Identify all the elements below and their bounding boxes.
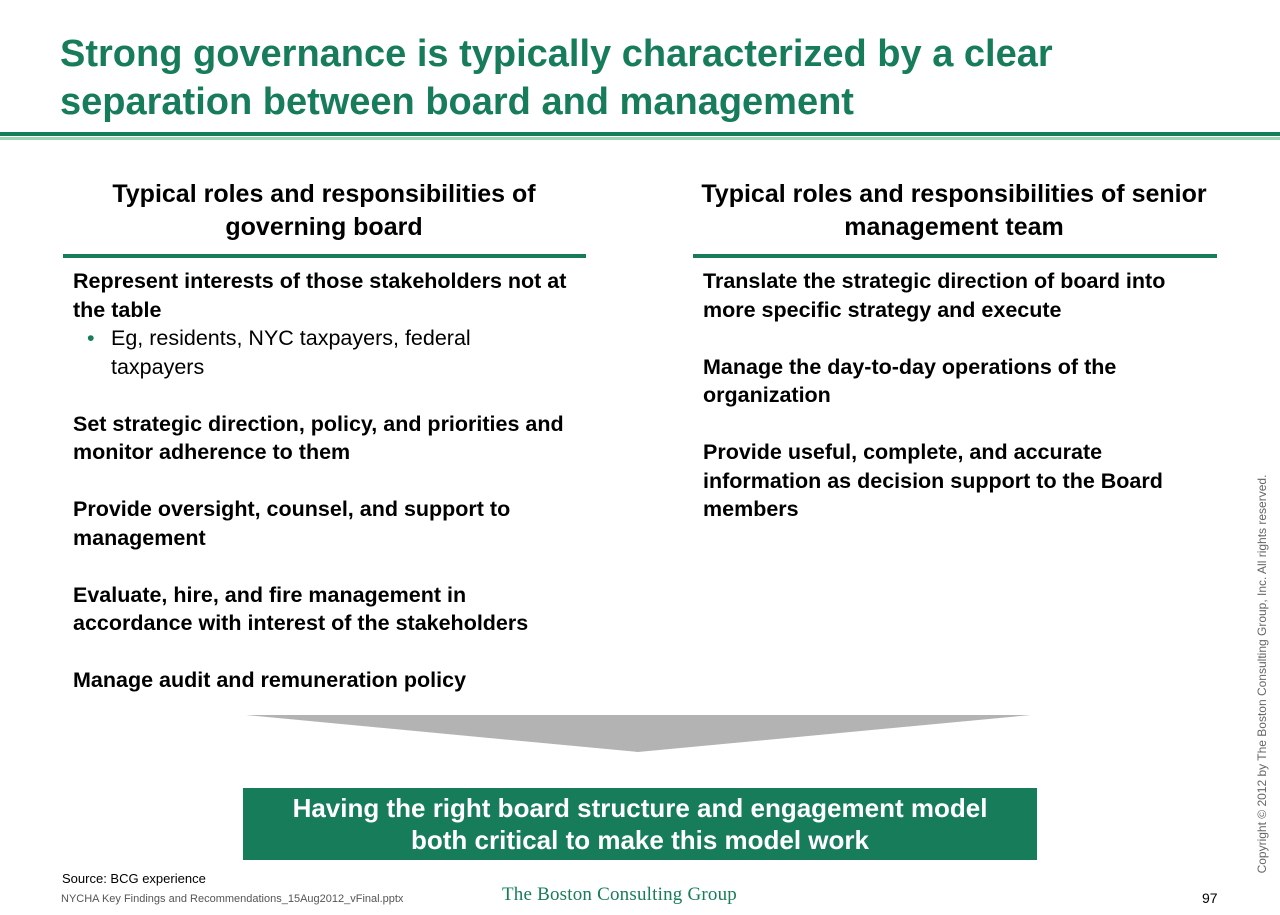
- slide-title: Strong governance is typically characterized by a clear separation between board and management: [60, 33, 1053, 123]
- management-item: Translate the strategic direction of board into more specific strategy and execute: [703, 269, 1166, 322]
- management-heading-divider: [693, 254, 1217, 258]
- board-column-heading: Typical roles and responsibilities of governing board: [112, 180, 536, 241]
- conclusion-line-1: Having the right board structure and engagement model: [292, 793, 988, 823]
- funnel-arrow: [246, 714, 1032, 754]
- board-item: [73, 267, 583, 381]
- page-number: 97: [1202, 890, 1218, 906]
- board-item: Evaluate, hire, and fire management in accordance with interest of the stakeholders: [73, 582, 529, 635]
- board-sub-bullet: [73, 324, 531, 381]
- board-responsibilities-list: [73, 267, 583, 695]
- management-responsibilities-list: [703, 267, 1183, 524]
- source-note: Source: BCG experience: [62, 871, 206, 886]
- copyright-notice: Copyright © 2012 by The Boston Consulting Group, Inc. All rights reserved.: [1255, 474, 1269, 874]
- management-item: Provide useful, complete, and accurate information as decision support to the Board members: [703, 440, 1163, 521]
- title-divider: [0, 132, 1280, 136]
- board-item-text: Represent interests of those stakeholders not at the table: [73, 269, 567, 322]
- bcg-logo: The Boston Consulting Group: [502, 884, 737, 905]
- conclusion-line-2: both critical to make this model work: [411, 825, 869, 855]
- conclusion-banner: [243, 788, 1037, 860]
- board-sub-bullet-text: Eg, residents, NYC taxpayers, federal taxpayers: [111, 326, 471, 379]
- board-item: Set strategic direction, policy, and priorities and monitor adherence to them: [73, 411, 564, 464]
- board-heading-divider: [63, 254, 586, 258]
- bullet-icon: •: [87, 326, 95, 350]
- file-name: NYCHA Key Findings and Recommendations_15Aug2012_vFinal.pptx: [61, 893, 404, 905]
- title-divider-light: [0, 137, 1280, 140]
- management-column-heading: Typical roles and responsibilities of senior management team: [701, 180, 1207, 241]
- board-item: Provide oversight, counsel, and support to management: [73, 497, 511, 550]
- management-item: Manage the day-to-day operations of the organization: [703, 354, 1117, 407]
- funnel-shape: [246, 715, 1031, 752]
- board-item: Manage audit and remuneration policy: [73, 668, 467, 692]
